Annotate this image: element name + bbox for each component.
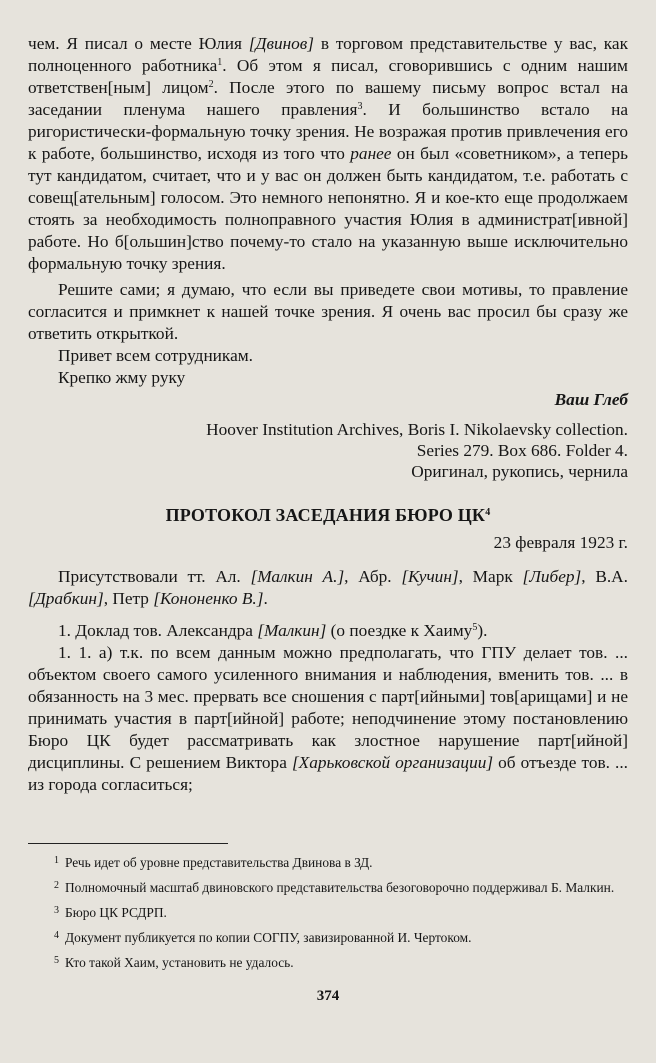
text-run: чем. Я писал о месте Юлия [28, 34, 249, 53]
agenda-item-1 [28, 620, 628, 642]
text-run: , Марк [458, 567, 523, 586]
text-run: в торговом представительстве у вас, как полноценного работника [28, 34, 628, 75]
footnote-number: 3 [54, 905, 59, 916]
footnote-ref[interactable]: 4 [485, 507, 491, 518]
footnote-text: Бюро ЦК РСДРП. [65, 905, 167, 920]
source-line: Оригинал, рукопись, чернила [411, 462, 628, 481]
footnote [28, 877, 628, 897]
footnote [28, 852, 628, 872]
paragraph-decide: Решите сами; я думаю, что если вы приведете свои мотивы, то правление согласится и примкнет к нашей точке зрения. Я очень вас просил бы сразу же ответить открыткой. [28, 280, 628, 343]
document-date: 23 февраля 1923 г. [493, 533, 628, 552]
footnote [28, 902, 628, 922]
archive-source [28, 419, 628, 482]
footnote-number: 1 [54, 855, 59, 866]
main-text [28, 33, 628, 796]
text-run: . После этого по вашему письму вопрос встал на заседании пленума нашего правления [28, 78, 628, 119]
editorial-insert: [Двинов] [248, 34, 315, 53]
heading-text: ПРОТОКОЛ ЗАСЕДАНИЯ БЮРО ЦК [165, 505, 486, 525]
footnote-text: Речь идет об уровне представительства Двинова в ЗД. [65, 855, 373, 870]
footnote-ref[interactable]: 3 [357, 101, 363, 112]
paragraph-letter-body [28, 33, 628, 275]
text-run: ). [477, 621, 488, 640]
text-run: 1. 1. а) т.к. по всем данным можно предполагать, что ГПУ делает тов. ... объектом своего самого усиленного внимания и наблюдения, вменить тов. ... в обязанность на 3 мес. прервать все сношения с парт[ийными] тов[арищами] и не принимать участия в парт[ийной] работе; неподчинение этому постановлению Бюро ЦК будет рассматривать как злостное нарушение парт[ийной] дисциплины. С решением Виктора [28, 643, 628, 772]
footnote-ref[interactable]: 2 [208, 79, 214, 90]
footnote-number: 2 [54, 880, 59, 891]
text-run: 1. Доклад тов. Александра [58, 621, 258, 640]
text-run: , В.А. [581, 567, 628, 586]
editorial-insert: [Драбкин] [28, 589, 104, 608]
text-run: . Об этом я писал, сговорившись с одним нашим ответствен[ным] лицом [28, 56, 628, 97]
agenda-item-1-1 [28, 642, 628, 796]
text-run: , Петр [103, 589, 154, 608]
page-number: 374 [316, 988, 340, 1004]
editorial-insert: [Малкин А.] [250, 567, 345, 586]
footnote-text: Документ публикуется по копии СОГПУ, завизированной И. Чертоком. [65, 930, 472, 945]
attendees [28, 566, 628, 610]
footnote-text: Кто такой Хаим, установить не удалось. [65, 955, 294, 970]
signature: Ваш Глеб [554, 390, 628, 409]
emphasis: ранее [350, 144, 392, 163]
footnote-text: Полномочный масштаб двиновского представительства безоговорочно поддерживал Б. Малкин. [65, 880, 615, 895]
paragraph-greeting: Привет всем сотрудникам. [58, 346, 253, 365]
footnote-ref[interactable]: 1 [217, 57, 223, 68]
text-run: . И большинство встало на ригористически-формальную точку зрения. Не возражая против привлечения его к работе, большинство, исходя из того что [28, 100, 628, 163]
text-run: . [263, 589, 268, 608]
text-run: (о поездке к Хаиму [326, 621, 473, 640]
editorial-insert: [Кучин] [401, 567, 459, 586]
editorial-insert: [Либер] [522, 567, 582, 586]
footnote [28, 952, 628, 972]
text-run: , Абр. [344, 567, 402, 586]
footnote-number: 5 [54, 955, 59, 966]
text-run: об отъезде тов. ... из города согласиться; [28, 753, 628, 794]
editorial-insert: [Малкин] [257, 621, 327, 640]
document-heading [28, 504, 628, 526]
footnote-number: 4 [54, 930, 59, 941]
text-run: Присутствовали тт. Ал. [58, 567, 251, 586]
editorial-insert: [Харьковской организации] [291, 753, 494, 772]
source-line: Hoover Institution Archives, Boris I. Nikolaevsky collection. [206, 420, 628, 439]
footnotes [28, 852, 628, 977]
footnote-divider [28, 843, 228, 844]
footnote-ref[interactable]: 5 [472, 622, 478, 633]
text-run: он был «советником», а теперь тут кандидатом, считает, что и у вас он должен быть кандидатом, т.е. работать с совещ[ательным] голосом. Это немного непонятно. Я и кое-кто еще продолжаем стоять за необходимость полноправного участия Юлия в администрат[ивной] работе. Но б[ольшин]ство почему-то стало на указанную выше исключительно формальную точку зрения. [28, 144, 628, 273]
editorial-insert: [Кононенко В.] [153, 589, 264, 608]
paragraph-closing: Крепко жму руку [58, 368, 186, 387]
source-line: Series 279. Box 686. Folder 4. [416, 441, 628, 460]
footnote [28, 927, 628, 947]
